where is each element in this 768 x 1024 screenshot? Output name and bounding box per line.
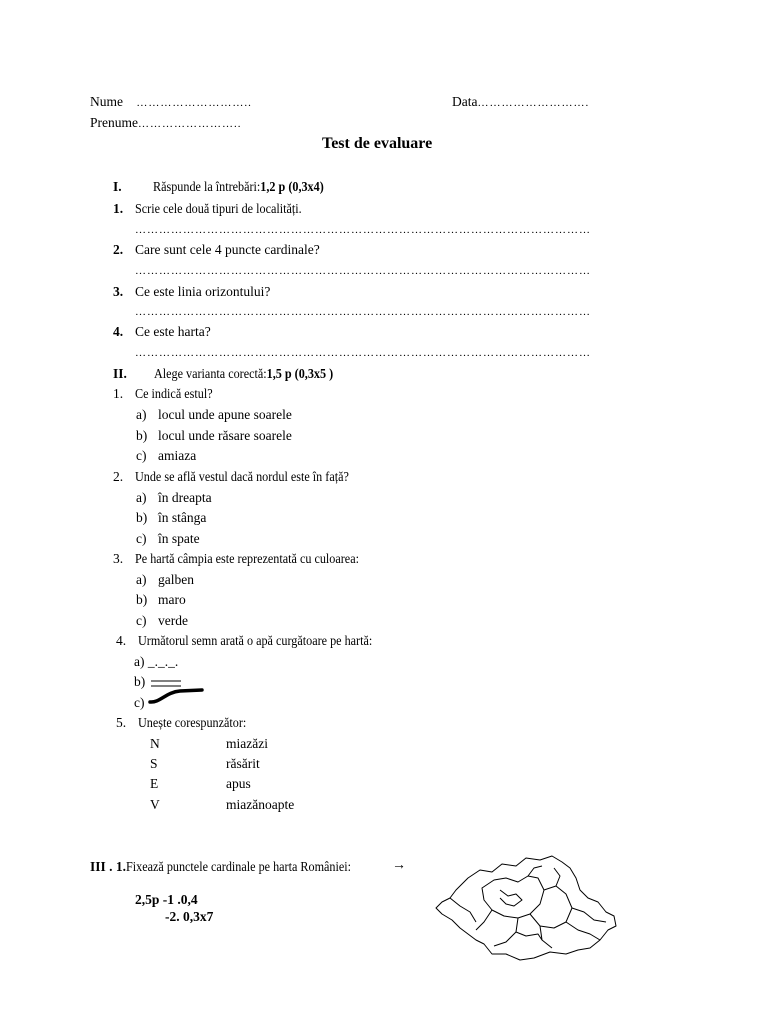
s2-q5-num: 5. (116, 715, 127, 730)
s2-q2 (113, 470, 373, 484)
s2-q4-option-c[interactable] (134, 694, 204, 714)
s1-q1-answer-line[interactable]: …………………………………………………………………………………………………… (135, 225, 591, 236)
s2-q3-num: 3. (113, 551, 124, 566)
s2-q3-option-c[interactable] (136, 614, 188, 628)
s2-q1-option-c[interactable] (136, 449, 196, 463)
section1-numeral: I. (113, 179, 122, 194)
s1-q4 (113, 325, 211, 339)
section3-instruction: Fixează punctele cardinale pe harta României: (126, 859, 352, 874)
s1-q3-text: Ce este linia orizontului? (135, 284, 271, 299)
s1-q3-num: 3. (113, 284, 124, 299)
section2-numeral: II. (113, 366, 127, 381)
s2-q3 (113, 552, 384, 566)
s2-q5-text: Unește corespunzător: (138, 715, 247, 730)
option-letter: a) (136, 572, 147, 587)
right-arrow-icon: → (392, 858, 406, 873)
romania-outline (436, 856, 616, 960)
s2-q1-num: 1. (113, 386, 124, 401)
option-letter: b) (134, 674, 146, 689)
s2-q1 (113, 387, 221, 401)
option-text: verde (158, 613, 188, 628)
option-letter: a) (136, 490, 147, 505)
s1-q3 (113, 285, 270, 299)
section2-instruction: Alege varianta corectă: (154, 366, 267, 381)
section1-points: 1,2 p (0,3x4) (260, 179, 324, 194)
page-title: Test de evaluare (322, 135, 433, 152)
s2-q2-option-c[interactable] (136, 532, 200, 546)
section2-heading (113, 367, 353, 381)
s1-q3-answer-line[interactable]: …………………………………………………………………………………………………… (135, 307, 591, 318)
score-line-2: -2. 0,3x7 (165, 909, 214, 924)
option-letter: c) (134, 695, 145, 711)
section1-heading (113, 180, 343, 194)
option-text: în spate (158, 531, 200, 546)
option-letter: c) (136, 531, 147, 546)
nume-label: Nume (90, 94, 123, 109)
river-symbol-icon (148, 688, 204, 708)
s2-q4 (116, 634, 398, 648)
match-left-e[interactable]: E (150, 776, 159, 791)
option-text: galben (158, 572, 194, 587)
s2-q1-option-a[interactable] (136, 408, 292, 422)
option-text: maro (158, 592, 186, 607)
romania-map[interactable] (430, 850, 630, 970)
option-text: locul unde apune soarele (158, 407, 292, 422)
score-line-1: 2,5p -1 .0,4 (135, 892, 198, 907)
option-letter: b) (136, 428, 148, 443)
s2-q2-option-b[interactable] (136, 511, 206, 525)
data-field (452, 95, 589, 109)
option-text: în stânga (158, 510, 207, 525)
nume-dots: ……………………….. (136, 97, 252, 109)
s1-q4-answer-line[interactable]: …………………………………………………………………………………………………… (135, 348, 591, 359)
s2-q3-option-a[interactable] (136, 573, 194, 587)
match-right-rasarit[interactable]: răsărit (226, 756, 260, 771)
s1-q2-num: 2. (113, 242, 124, 257)
s2-q2-text: Unde se află vestul dacă nordul este în față? (135, 469, 349, 484)
match-left-n[interactable]: N (150, 736, 160, 751)
option-letter: a) (134, 654, 145, 669)
option-letter: c) (136, 448, 147, 463)
s2-q3-option-b[interactable] (136, 593, 186, 607)
prenume-field (90, 116, 242, 130)
s2-q2-num: 2. (113, 469, 124, 484)
s2-q1-text: Ce indică estul? (135, 386, 213, 401)
option-text: amiaza (158, 448, 197, 463)
s2-q2-option-a[interactable] (136, 491, 212, 505)
section3-numeral: III . 1. (90, 859, 127, 874)
section1-instruction: Răspunde la întrebări: (153, 179, 261, 194)
match-left-v[interactable]: V (150, 797, 160, 812)
s2-q4-option-b[interactable] (134, 675, 183, 689)
option-letter: b) (136, 592, 148, 607)
s1-q4-text: Ce este harta? (135, 324, 211, 339)
s1-q1 (113, 202, 320, 216)
s1-q1-num: 1. (113, 201, 124, 216)
option-text: locul unde răsare soarele (158, 428, 292, 443)
s2-q4-text: Următorul semn arată o apă curgătoare pe hartă: (138, 633, 373, 648)
data-dots: ………………………. (477, 97, 590, 109)
s1-q4-num: 4. (113, 324, 124, 339)
section1-instruction-wrap (153, 180, 324, 194)
match-right-apus[interactable]: apus (226, 776, 251, 791)
option-letter: b) (136, 510, 148, 525)
s2-q1-option-b[interactable] (136, 429, 292, 443)
nume-field (90, 95, 252, 109)
prenume-label: Prenume (90, 115, 138, 130)
section2-points: 1,5 p (0,3x5 ) (266, 366, 334, 381)
option-letter: a) (136, 407, 147, 422)
section2-instruction-wrap (154, 367, 333, 381)
match-right-miazazi[interactable]: miazăzi (226, 736, 268, 751)
match-left-s[interactable]: S (150, 756, 158, 771)
s2-q5 (116, 716, 258, 730)
data-label: Data (452, 94, 478, 109)
option-letter: c) (136, 613, 147, 628)
option-text: _._._. (147, 654, 179, 669)
s2-q4-option-a[interactable] (134, 655, 178, 669)
s1-q1-text: Scrie cele două tipuri de localități. (135, 201, 302, 216)
s1-q2-answer-line[interactable]: …………………………………………………………………………………………………… (135, 266, 591, 277)
section3-heading (90, 860, 376, 874)
prenume-dots: …………………….. (138, 118, 242, 130)
s2-q3-text: Pe hartă câmpia este reprezentată cu culoarea: (135, 551, 359, 566)
s1-q2-text: Care sunt cele 4 puncte cardinale? (135, 242, 320, 257)
s1-q2 (113, 243, 320, 257)
option-text: în dreapta (158, 490, 212, 505)
s2-q4-num: 4. (116, 633, 127, 648)
match-right-miazanoapte[interactable]: miazănoapte (226, 797, 295, 812)
